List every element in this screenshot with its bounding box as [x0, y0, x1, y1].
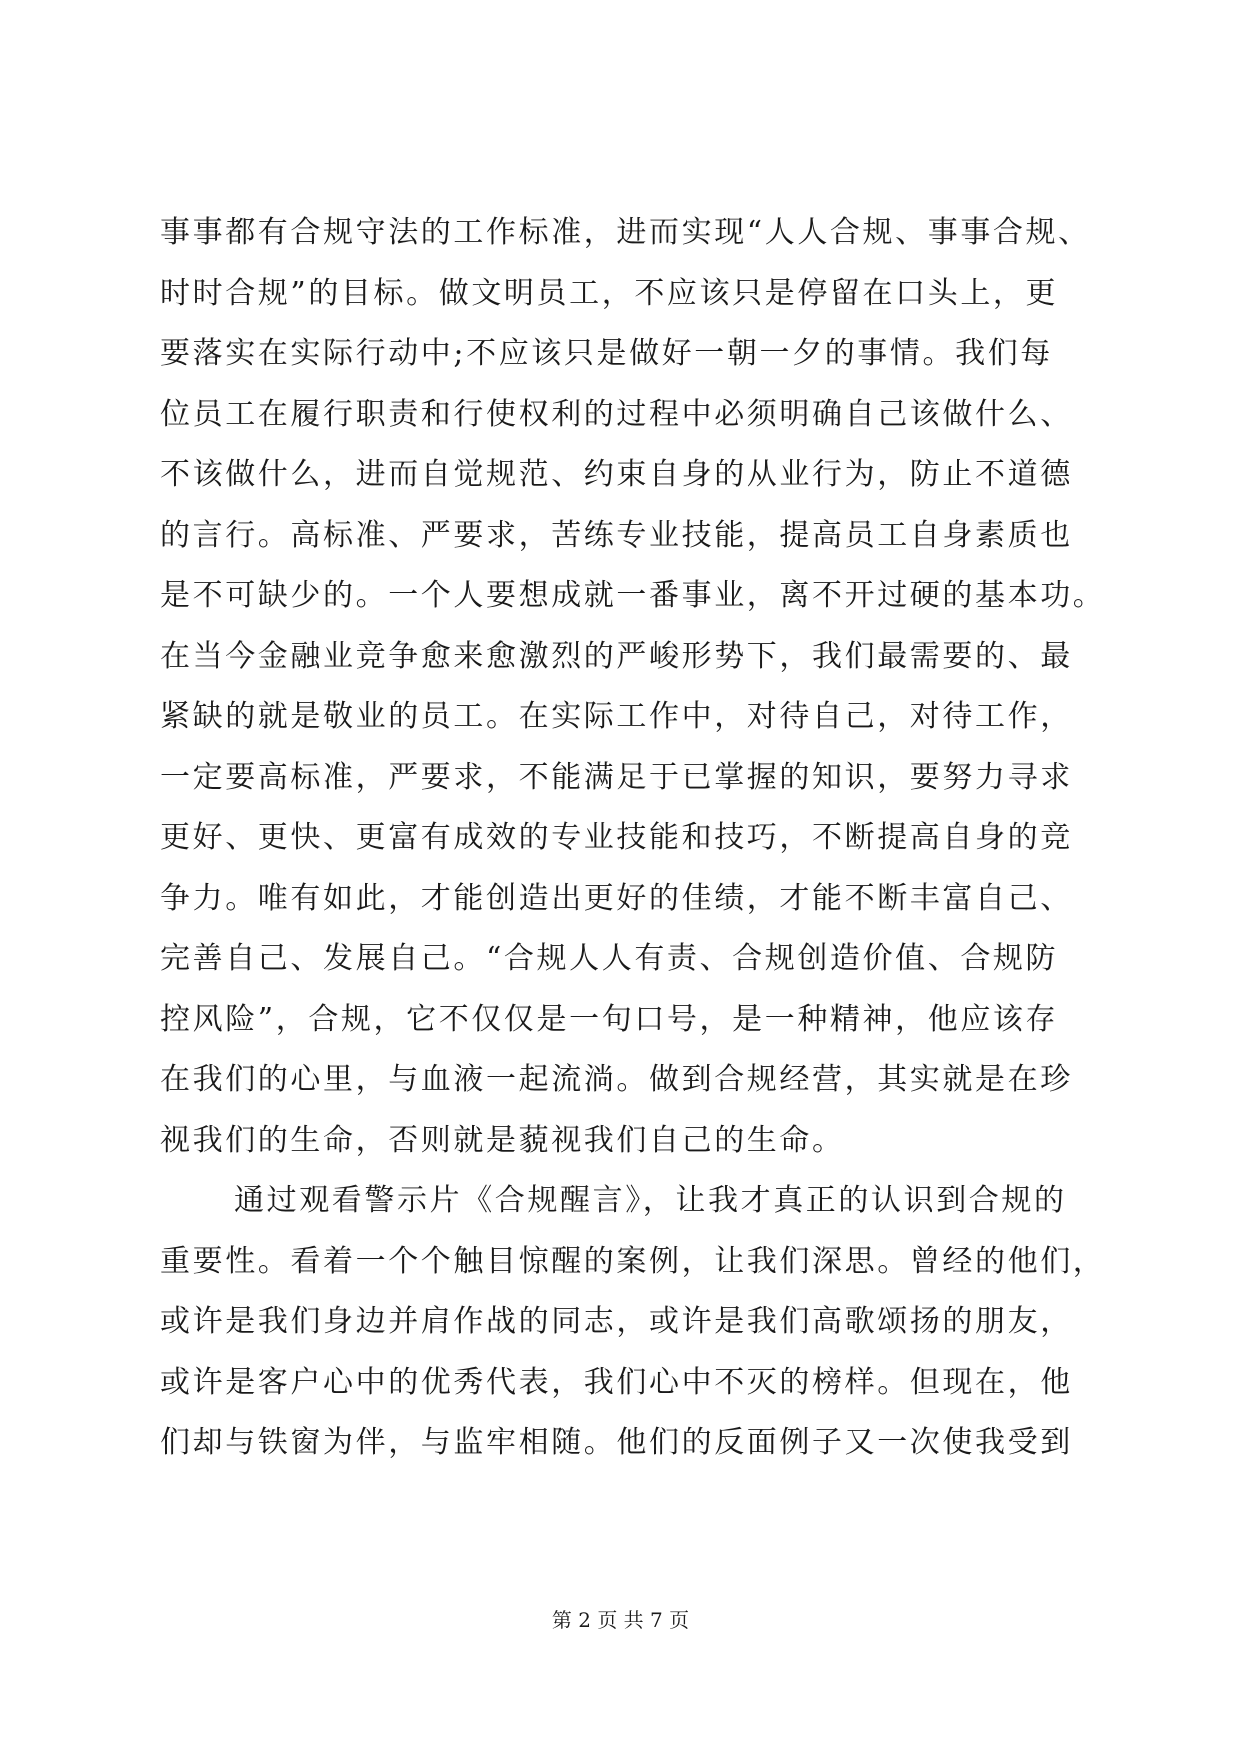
paragraph-first-line: 通过观看警示片《合规醒言》，让我才真正的认识到合规的 [234, 1183, 1067, 1218]
text-line: 不该做什么，进而自觉规范、约束自身的从业行为，防止不道德 [160, 457, 1073, 492]
text-line: 在我们的心里，与血液一起流淌。做到合规经营，其实就是在珍 [160, 1062, 1073, 1097]
text-line: 重要性。看着一个个触目惊醒的案例，让我们深思。曾经的他们， [160, 1243, 1106, 1279]
page-number-footer: 第 2 页 共 7 页 [551, 1608, 690, 1632]
text-line: 视我们的生命，否则就是藐视我们自己的生命。 [160, 1122, 845, 1158]
text-line: 完善自己、发展自己。“合规人人有责、合规创造价值、合规防 [160, 941, 1059, 976]
text-line: 们却与铁窗为伴，与监牢相随。他们的反面例子又一次使我受到 [160, 1425, 1073, 1460]
text-line: 更好、更快、更富有成效的专业技能和技巧，不断提高自身的竞 [160, 820, 1073, 855]
text-line: 的言行。高标准、严要求，苦练专业技能，提高员工自身素质也 [160, 517, 1073, 553]
text-line: 位员工在履行职责和行使权利的过程中必须明确自己该做什么、 [160, 396, 1073, 432]
text-line: 在当今金融业竞争愈来愈激烈的严峻形势下，我们最需要的、最 [160, 638, 1073, 674]
text-line: 或许是我们身边并肩作战的同志，或许是我们高歌颂扬的朋友， [160, 1304, 1073, 1339]
text-line: 紧缺的就是敬业的员工。在实际工作中，对待自己，对待工作， [160, 699, 1073, 734]
text-line: 控风险”，合规，它不仅仅是一句口号，是一种精神，他应该存 [160, 1001, 1059, 1037]
text-line: 一定要高标准，严要求，不能满足于已掌握的知识，要努力寻求 [160, 759, 1073, 795]
text-line: 时时合规”的目标。做文明员工，不应该只是停留在口头上，更 [160, 275, 1059, 311]
text-line: 事事都有合规守法的工作标准，进而实现“人人合规、事事合规、 [160, 215, 1091, 250]
text-line: 争力。唯有如此，才能创造出更好的佳绩，才能不断丰富自己、 [160, 880, 1073, 916]
text-line: 是不可缺少的。一个人要想成就一番事业，离不开过硬的基本功。 [160, 578, 1106, 613]
text-line: 或许是客户心中的优秀代表，我们心中不灭的榜样。但现在，他 [160, 1364, 1073, 1400]
text-line: 要落实在实际行动中;不应该只是做好一朝一夕的事情。我们每 [160, 336, 1053, 371]
body-text [160, 203, 1106, 1474]
